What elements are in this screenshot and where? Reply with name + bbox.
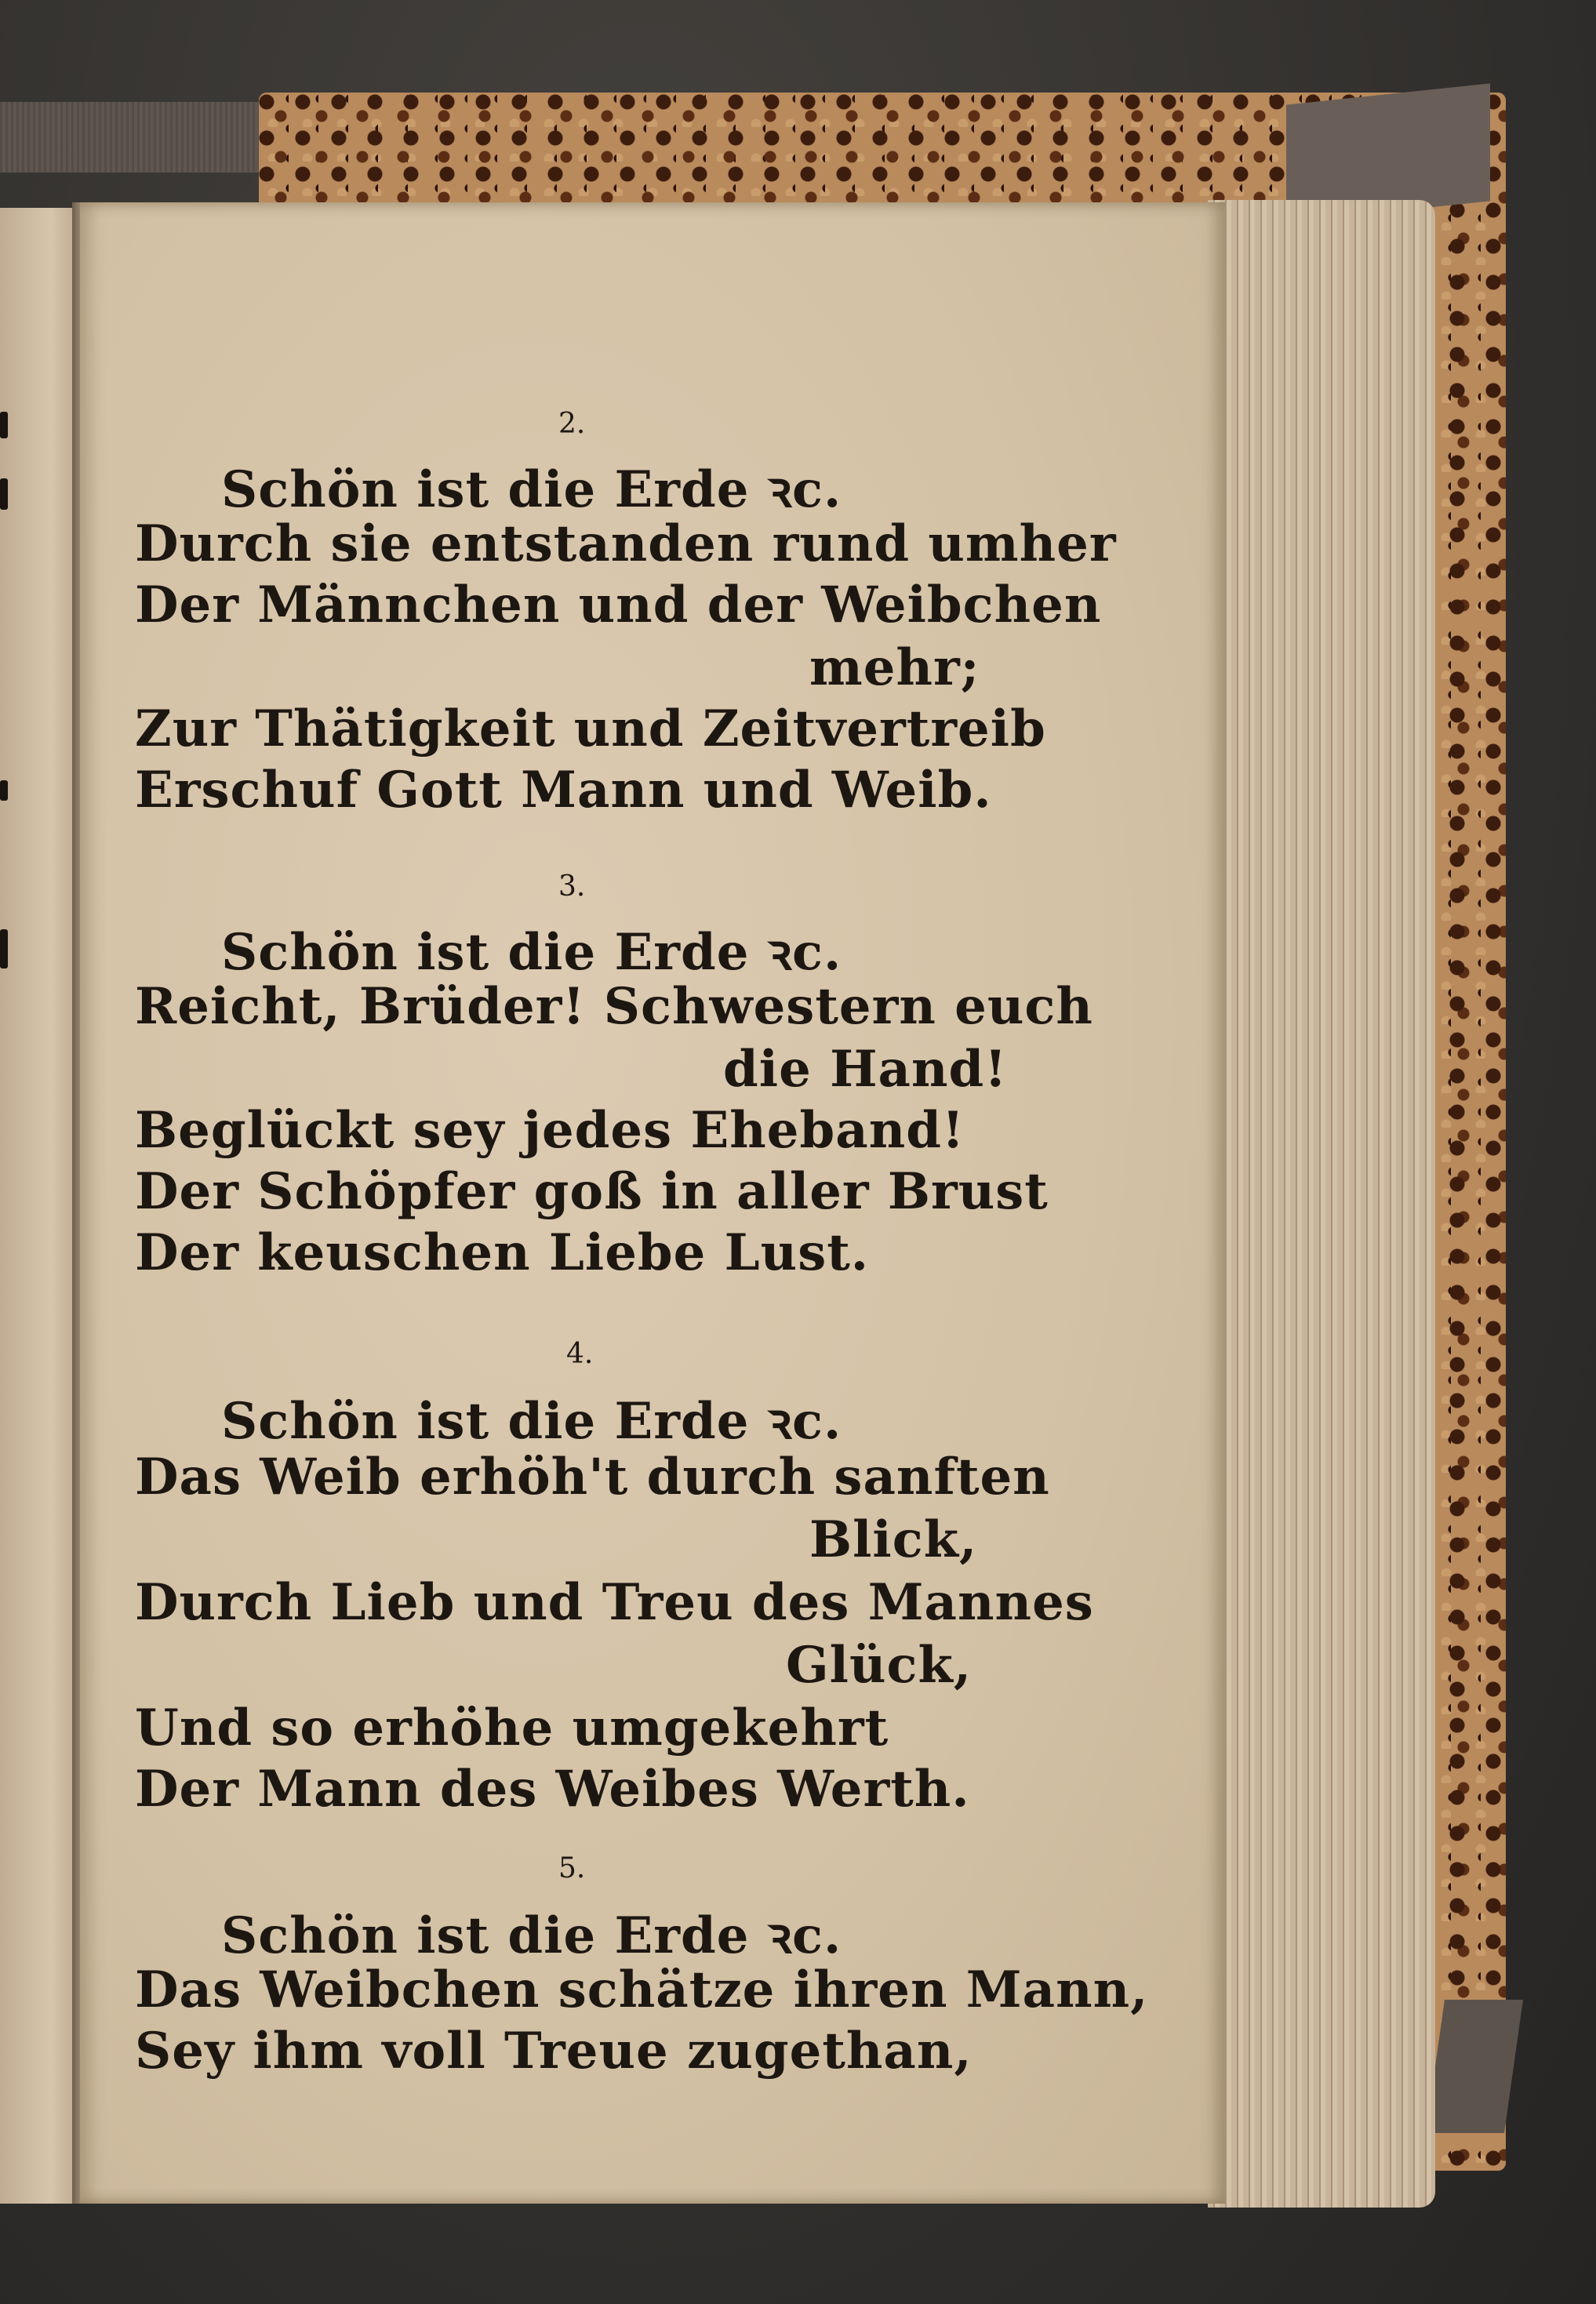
verse-line: Durch sie entstanden rund umher — [135, 514, 1117, 573]
verse-line: Blick, — [809, 1510, 978, 1569]
verse-line: Glück, — [786, 1636, 973, 1695]
verse-line: Der keuschen Liebe Lust. — [135, 1223, 870, 1282]
page-edges — [1208, 200, 1435, 2208]
verse-line: mehr; — [809, 638, 980, 697]
verse-line: Schön ist die Erde ꝛc. — [221, 460, 842, 519]
verse-line: Reicht, Brüder! Schwestern euch — [135, 977, 1093, 1036]
verse-line: Beglückt sey jedes Eheband! — [135, 1101, 965, 1160]
verse-line: die Hand! — [723, 1040, 1008, 1099]
stanza-number: 4. — [566, 1338, 594, 1370]
poem-text — [80, 202, 1225, 2204]
verse-line: Erschuf Gott Mann und Weib. — [135, 761, 992, 819]
stanza-number: 3. — [558, 870, 586, 903]
stanza-number: 2. — [558, 408, 586, 440]
verse-line: Zur Thätigkeit und Zeitvertreib — [135, 700, 1046, 758]
verse-line: Durch Lieb und Treu des Mannes — [135, 1573, 1094, 1632]
verse-line: Schön ist die Erde ꝛc. — [221, 1392, 842, 1451]
verse-line: Der Schöpfer goß in aller Brust — [135, 1162, 1049, 1221]
book-page — [80, 202, 1225, 2204]
verse-line: Das Weibchen schätze ihren Mann, — [135, 1961, 1149, 2019]
verse-line: Der Männchen und der Weibchen — [135, 576, 1102, 634]
binding-tape — [0, 102, 282, 173]
verse-line: Der Mann des Weibes Werth. — [135, 1760, 970, 1819]
verse-line: Schön ist die Erde ꝛc. — [221, 1906, 842, 1965]
verse-line: Und so erhöhe umgekehrt — [135, 1699, 889, 1757]
verse-line: Das Weib erhöh't durch sanften — [135, 1448, 1050, 1506]
verse-line: Sey ihm voll Treue zugethan, — [135, 2022, 973, 2081]
stanza-number: 5. — [558, 1852, 586, 1884]
verse-line: Schön ist die Erde ꝛc. — [221, 923, 842, 982]
